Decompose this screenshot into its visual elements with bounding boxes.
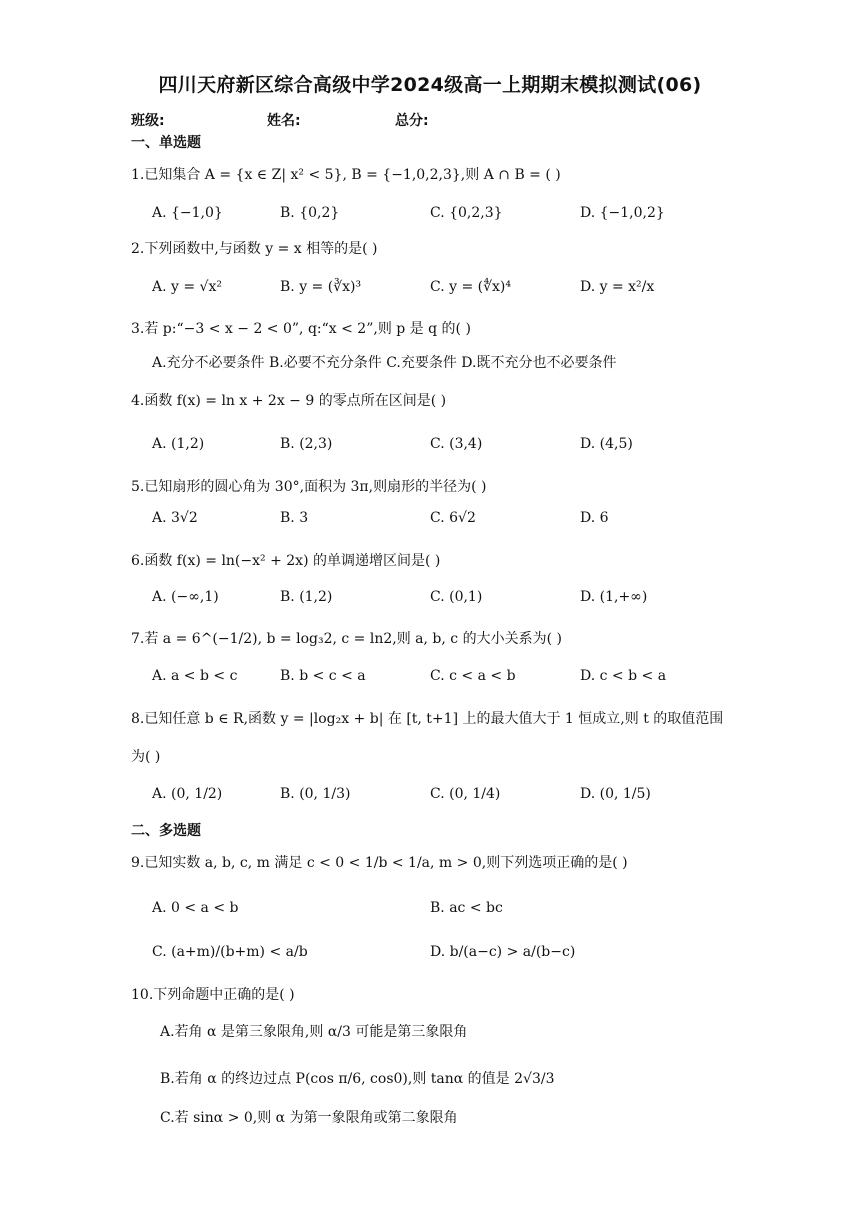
question-7-stem: 7.若 a = 6^(−1/2), b = log₃2, c = ln2,则 a, b, c 的大小关系为( ) [131,631,562,647]
q1-option-c: C. {0,2,3} [430,205,503,221]
q9-option-c: C. (a+m)/(b+m) < a/b [152,944,308,960]
q3-options: A.充分不必要条件 B.必要不充分条件 C.充要条件 D.既不充分也不必要条件 [152,355,617,371]
q1-option-b: B. {0,2} [280,205,340,221]
q9-option-b: B. ac < bc [430,900,503,916]
q7-option-d: D. c < b < a [580,668,667,684]
q8-option-d: D. (0, 1/5) [580,786,651,802]
q1-option-a: A. {−1,0} [152,205,223,221]
q2-option-a: A. y = √x² [152,279,222,295]
q10-option-c: C.若 sinα > 0,则 α 为第一象限角或第二象限角 [160,1110,458,1126]
question-9-stem: 9.已知实数 a, b, c, m 满足 c < 0 < 1/b < 1/a, m > 0,则下列选项正确的是( ) [131,855,628,871]
section-heading-single: 一、单选题 [131,135,201,151]
info-row [131,110,429,130]
q7-option-b: B. b < c < a [280,668,366,684]
q2-option-c: C. y = (∜x)⁴ [430,279,512,295]
q8-option-b: B. (0, 1/3) [280,786,351,802]
q10-option-b: B.若角 α 的终边过点 P(cos π/6, cos0),则 tanα 的值是 2√3/3 [160,1071,555,1087]
q7-option-a: A. a < b < c [152,668,238,684]
question-10-stem: 10.下列命题中正确的是( ) [131,987,295,1003]
q5-option-d: D. 6 [580,510,609,526]
q4-option-b: B. (2,3) [280,436,333,452]
section-heading-multiple: 二、多选题 [131,823,201,839]
q5-option-b: B. 3 [280,510,309,526]
question-6-stem: 6.函数 f(x) = ln(−x² + 2x) 的单调递增区间是( ) [131,553,441,569]
question-4-stem: 4.函数 f(x) = ln x + 2x − 9 的零点所在区间是( ) [131,393,447,409]
question-8-stem: 8.已知任意 b ∈ R,函数 y = |log₂x + b| 在 [t, t+1] 上的最大值大于 1 恒成立,则 t 的取值范围 [131,711,724,727]
q1-option-d: D. {−1,0,2} [580,205,665,221]
name-label: 姓名: [267,113,301,129]
question-1-stem: 1.已知集合 A = {x ∈ Z| x² < 5}, B = {−1,0,2,3},则 A ∩ B = ( ) [131,167,561,183]
question-2-stem: 2.下列函数中,与函数 y = x 相等的是( ) [131,241,378,257]
q4-option-a: A. (1,2) [152,436,205,452]
q8-option-a: A. (0, 1/2) [152,786,223,802]
q9-option-d: D. b/(a−c) > a/(b−c) [430,944,576,960]
q10-option-a: A.若角 α 是第三象限角,则 α/3 可能是第三象限角 [160,1024,468,1040]
q6-option-d: D. (1,+∞) [580,589,648,605]
q6-option-a: A. (−∞,1) [152,589,219,605]
question-8-stem-cont: 为( ) [131,749,161,765]
q8-option-c: C. (0, 1/4) [430,786,501,802]
q4-option-d: D. (4,5) [580,436,633,452]
class-label: 班级: [131,113,165,129]
q2-option-d: D. y = x²/x [580,279,655,295]
q6-option-b: B. (1,2) [280,589,333,605]
score-label: 总分: [395,113,429,129]
q9-option-a: A. 0 < a < b [152,900,239,916]
q4-option-c: C. (3,4) [430,436,483,452]
page-title: 四川天府新区综合高级中学2024级高一上期期末模拟测试(06) [158,74,702,96]
question-5-stem: 5.已知扇形的圆心角为 30°,面积为 3π,则扇形的半径为( ) [131,479,487,495]
q5-option-a: A. 3√2 [152,510,198,526]
q5-option-c: C. 6√2 [430,510,476,526]
q7-option-c: C. c < a < b [430,668,516,684]
q6-option-c: C. (0,1) [430,589,483,605]
q2-option-b: B. y = (∛x)³ [280,279,362,295]
question-3-stem: 3.若 p:“−3 < x − 2 < 0”, q:“x < 2”,则 p 是 q 的( ) [131,321,471,337]
